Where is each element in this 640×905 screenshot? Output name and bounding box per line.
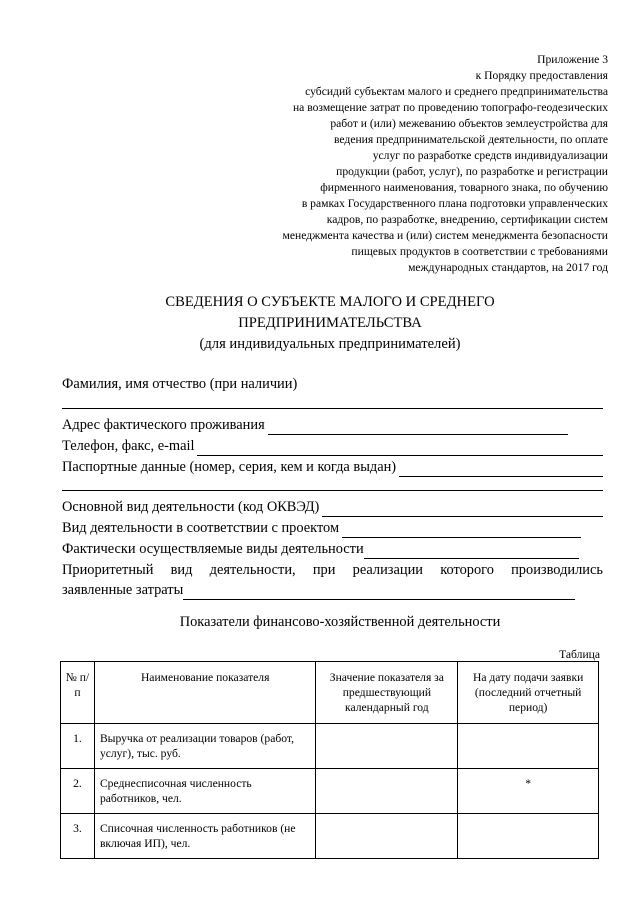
actual-activity-row bbox=[62, 539, 603, 559]
row-application-date-cell[interactable] bbox=[458, 814, 599, 859]
appendix-line: международных стандартов, на 2017 год bbox=[408, 261, 608, 274]
priority-activity-block bbox=[62, 560, 603, 600]
document-title-line2: ПРЕДПРИНИМАТЕЛЬСТВА bbox=[238, 315, 422, 331]
table-row bbox=[61, 769, 599, 814]
appendix-line: пищевых продуктов в соответствии с требованиями bbox=[351, 245, 608, 258]
actual-activity-label: Фактически осуществляемые виды деятельности bbox=[62, 541, 364, 557]
row-prev-year-cell[interactable] bbox=[316, 814, 458, 859]
priority-word: производились bbox=[511, 562, 603, 578]
priority-word: вид bbox=[170, 562, 193, 578]
appendix-line: на возмещение затрат по проведению топографо-геодезических bbox=[292, 101, 608, 114]
table-row bbox=[61, 724, 599, 769]
table-caption: Таблица bbox=[559, 648, 600, 661]
header-num: № п/п bbox=[61, 662, 95, 724]
full-name-label-row bbox=[62, 374, 603, 394]
full-name-field[interactable] bbox=[62, 408, 603, 409]
row-indicator-name: Списочная численность работников (не включая ИП), чел. bbox=[94, 814, 316, 859]
appendix-line: услуг по разработке средств индивидуализации bbox=[372, 149, 608, 162]
row-num: 3. bbox=[61, 814, 95, 859]
financial-section-title: Показатели финансово-хозяйственной деятельности bbox=[179, 614, 501, 630]
passport-field-continued[interactable] bbox=[62, 490, 603, 491]
phone-label: Телефон, факс, e-mail bbox=[62, 438, 195, 454]
appendix-line: продукции (работ, услуг), по разработке и регистрации bbox=[336, 165, 608, 178]
header-prev-year: Значение показателя за предшествующий календарный год bbox=[316, 662, 458, 724]
row-indicator-name: Выручка от реализации товаров (работ, услуг), тыс. руб. bbox=[94, 724, 316, 769]
project-activity-field[interactable] bbox=[342, 524, 581, 538]
appendix-line: субсидий субъектам малого и среднего предпринимательства bbox=[305, 85, 608, 98]
priority-activity-line2 bbox=[62, 580, 603, 600]
appendix-line: работ и (или) межеванию объектов землеустройства для bbox=[330, 117, 608, 130]
passport-field[interactable] bbox=[399, 463, 603, 477]
address-row bbox=[62, 415, 603, 435]
document-subtitle: (для индивидуальных предпринимателей) bbox=[199, 336, 461, 352]
full-name-label: Фамилия, имя отчество (при наличии) bbox=[62, 376, 298, 392]
appendix-line: в рамках Государственного плана подготовки управленческих bbox=[301, 197, 608, 210]
priority-word: при bbox=[312, 562, 336, 578]
row-indicator-name: Среднесписочная численность работников, чел. bbox=[94, 769, 316, 814]
table-header-row bbox=[61, 662, 599, 724]
appendix-line: фирменного наименования, товарного знака, по обучению bbox=[320, 181, 608, 194]
header-application-date: На дату подачи заявки (последний отчетный период) bbox=[458, 662, 599, 724]
priority-activity-line1 bbox=[62, 560, 603, 580]
header-indicator-name: Наименование показателя bbox=[94, 662, 316, 724]
priority-activity-label: заявленные затраты bbox=[62, 582, 184, 598]
passport-row bbox=[62, 457, 603, 477]
row-num: 2. bbox=[61, 769, 95, 814]
passport-label: Паспортные данные (номер, серия, кем и когда выдан) bbox=[62, 459, 397, 475]
project-activity-row bbox=[62, 518, 603, 538]
project-activity-label: Вид деятельности в соответствии с проектом bbox=[62, 520, 340, 536]
appendix-line: ведения предпринимательской деятельности, по оплате bbox=[334, 133, 608, 146]
appendix-line: Приложение 3 bbox=[537, 53, 608, 66]
address-field[interactable] bbox=[268, 421, 568, 435]
appendix-line: к Порядку предоставления bbox=[475, 69, 608, 82]
priority-word: которого bbox=[440, 562, 494, 578]
priority-word: деятельности, bbox=[209, 562, 296, 578]
actual-activity-field[interactable] bbox=[364, 545, 579, 559]
row-prev-year-cell[interactable] bbox=[316, 724, 458, 769]
phone-row bbox=[62, 436, 603, 456]
appendix-line: менеджмента качества и (или) систем менеджмента безопасности bbox=[282, 229, 608, 242]
row-num: 1. bbox=[61, 724, 95, 769]
main-activity-field[interactable] bbox=[322, 503, 603, 517]
appendix-header bbox=[208, 52, 608, 276]
appendix-line: кадров, по разработке, внедрению, сертификации систем bbox=[326, 213, 608, 226]
priority-word: реализации bbox=[352, 562, 423, 578]
priority-word: Приоритетный bbox=[62, 562, 154, 578]
main-activity-label: Основной вид деятельности (код ОКВЭД) bbox=[62, 499, 320, 515]
phone-field[interactable] bbox=[197, 442, 603, 456]
table-row bbox=[61, 814, 599, 859]
row-prev-year-cell[interactable] bbox=[316, 769, 458, 814]
row-application-date-cell[interactable] bbox=[458, 724, 599, 769]
priority-activity-field[interactable] bbox=[183, 586, 575, 600]
row-application-date-cell[interactable]: * bbox=[458, 769, 599, 814]
document-title: СВЕДЕНИЯ О СУБЪЕКТЕ МАЛОГО И СРЕДНЕГО bbox=[165, 294, 495, 310]
address-label: Адрес фактического проживания bbox=[62, 417, 265, 433]
financial-indicators-table bbox=[60, 661, 599, 859]
main-activity-row bbox=[62, 497, 603, 517]
